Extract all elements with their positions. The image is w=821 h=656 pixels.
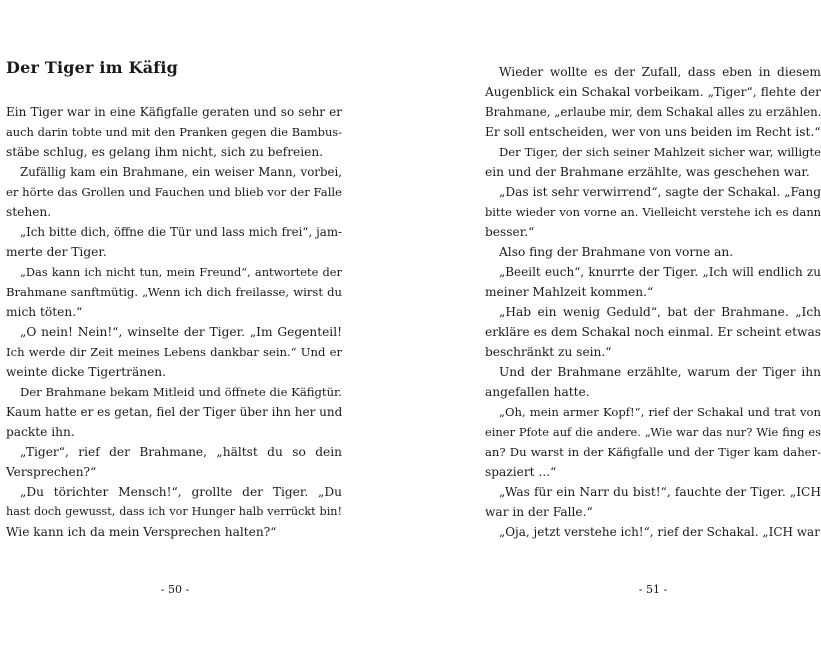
text-line: „Hab ein wenig Geduld“, bat der Brahmane. „Ich [499, 305, 821, 319]
text-line: hast doch gewusst, dass ich vor Hunger halb verrückt bin! [6, 505, 342, 518]
text-line: Zufällig kam ein Brahmane, ein weiser Mann, vorbei, [20, 165, 342, 179]
text-line: Wieder wollte es der Zufall, dass eben in diesem [499, 65, 821, 79]
text-line: „Oh, mein armer Kopf!“, rief der Schakal und trat von [499, 405, 821, 419]
text-line: Kaum hatte er es getan, fiel der Tiger über ihn her und [6, 405, 343, 419]
text-line: Brahmane, „erlaube mir, dem Schakal alles zu erzählen. [485, 105, 821, 119]
text-line: er hörte das Grollen und Fauchen und blieb vor der Falle [6, 185, 342, 199]
text-line: „Ich bitte dich, öffne die Tür und lass mich frei“, jam- [20, 225, 342, 239]
text-line: merte der Tiger. [6, 245, 107, 259]
text-line: Versprechen?“ [6, 465, 97, 479]
story-title: Der Tiger im Käfig [6, 58, 179, 77]
text-line: Und der Brahmane erzählte, warum der Tiger ihn [499, 365, 821, 379]
text-line: „O nein! Nein!“, winselte der Tiger. „Im Gegenteil! [20, 325, 342, 339]
text-line: ein und der Brahmane erzählte, was geschehen war. [485, 165, 810, 179]
text-line: angefallen hatte. [485, 385, 590, 399]
text-line: Augenblick ein Schakal vorbeikam. „Tiger“, flehte der [485, 85, 821, 99]
text-line: packte ihn. [6, 425, 75, 439]
text-line: „Du törichter Mensch!“, grollte der Tiger. „Du [20, 485, 342, 499]
page-number: - 50 - [160, 583, 190, 596]
text-line: „Oja, jetzt verstehe ich!“, rief der Schakal. „ICH war [499, 525, 820, 539]
text-line: Er soll entscheiden, wer von uns beiden im Recht ist.“ [485, 125, 821, 139]
right-page-text [485, 62, 821, 542]
text-line: erkläre es dem Schakal noch einmal. Er scheint etwas [485, 325, 821, 339]
text-line: beschränkt zu sein.“ [485, 345, 612, 359]
text-line: stehen. [6, 205, 52, 219]
text-line: besser.“ [485, 225, 535, 239]
page-number: - 51 - [638, 583, 668, 596]
text-line: „Was für ein Narr du bist!“, fauchte der Tiger. „ICH [499, 485, 821, 499]
text-line: an? Du warst in der Käfigfalle und der Tiger kam daher- [485, 445, 821, 459]
text-line: stäbe schlug, es gelang ihm nicht, sich zu befreien. [6, 145, 324, 159]
left-page-text [6, 102, 342, 542]
text-line: „Tiger“, rief der Brahmane, „hältst du so dein [20, 445, 342, 459]
text-line: bitte wieder von vorne an. Vielleicht verstehe ich es dann [485, 205, 821, 219]
text-line: Der Tiger, der sich seiner Mahlzeit sicher war, willigte [499, 145, 821, 159]
right-page [410, 0, 821, 656]
text-line: einer Pfote auf die andere. „Wie war das nur? Wie fing es [485, 425, 821, 439]
text-line: spaziert ...“ [485, 465, 557, 479]
text-line: „Das ist sehr verwirrend“, sagte der Schakal. „Fang [499, 185, 821, 199]
text-line: Ein Tiger war in eine Käfigfalle geraten und so sehr er [6, 105, 342, 119]
text-line: auch darin tobte und mit den Pranken gegen die Bambus- [6, 125, 342, 139]
text-line: weinte dicke Tigertränen. [6, 365, 167, 379]
text-line: „Das kann ich nicht tun, mein Freund“, antwortete der [20, 265, 342, 279]
text-line: Also fing der Brahmane von vorne an. [499, 245, 734, 259]
text-line: war in der Falle.“ [485, 505, 593, 519]
text-line: mich töten.“ [6, 305, 83, 319]
text-line: Ich werde dir Zeit meines Lebens dankbar sein.“ Und er [6, 345, 342, 359]
text-line: Wie kann ich da mein Versprechen halten?“ [6, 525, 277, 539]
left-page [0, 0, 410, 656]
text-line: Brahmane sanftmütig. „Wenn ich dich freilasse, wirst du [6, 285, 342, 299]
text-line: „Beeilt euch“, knurrte der Tiger. „Ich will endlich zu [499, 265, 821, 279]
text-line: Der Brahmane bekam Mitleid und öffnete die Käfigtür. [20, 385, 342, 399]
text-line: meiner Mahlzeit kommen.“ [485, 285, 654, 299]
